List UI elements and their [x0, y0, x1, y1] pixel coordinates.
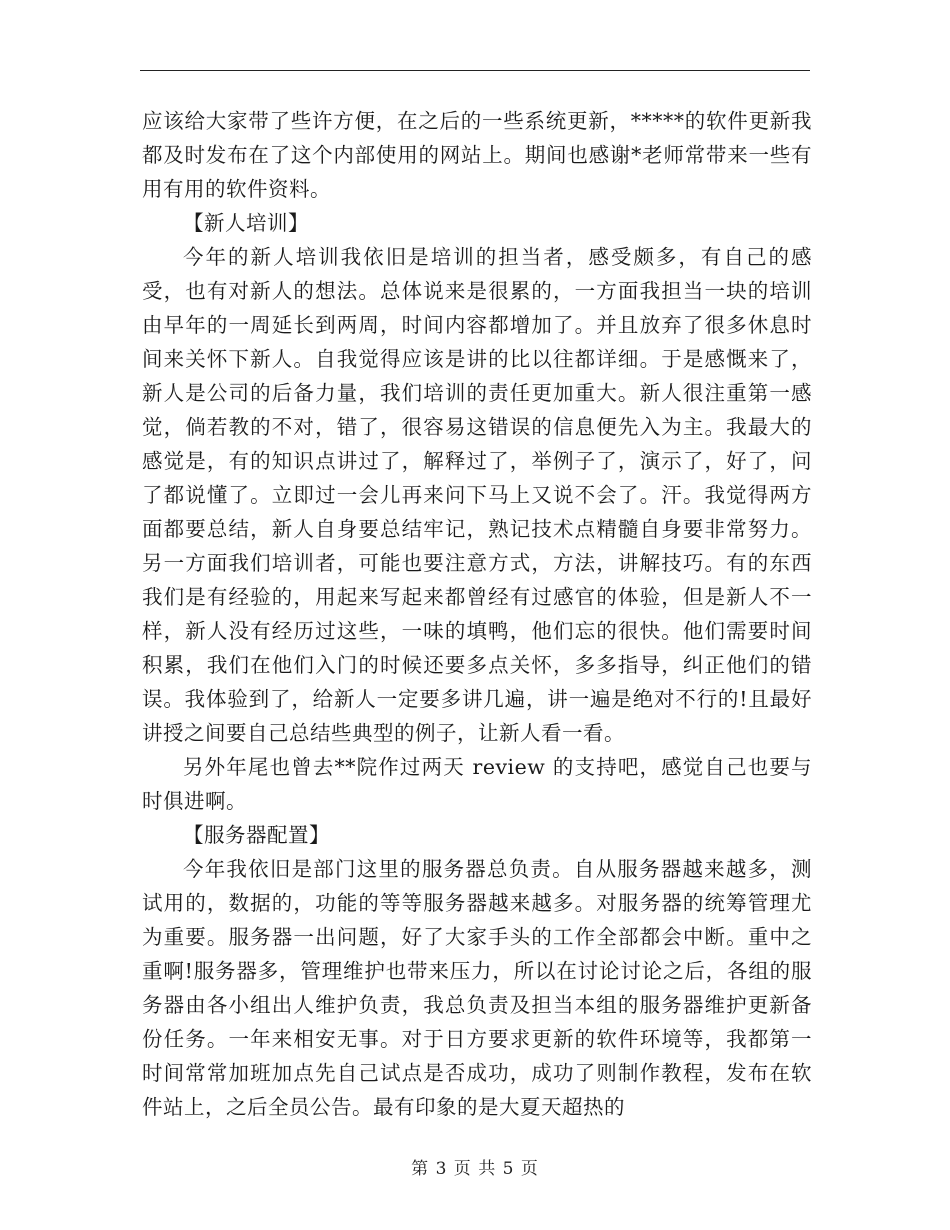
paragraph-server: 今年我依旧是部门这里的服务器总负责。自从服务器越来越多，测试用的，数据的，功能的等等服务器越来越多。对服务器的统筹管理尤为重要。服务器一出问题，好了大家手头的工作全部都会中断。重中之重啊!服务器多，管理维护也带来压力，所以在讨论讨论之后，各组的服务器由各小组出人维护负责，我总负责及担当本组的服务器维护更新备份任务。一年来相安无事。对于日方要求更新的软件环境等，我都第一时间常常加班加点先自己试点是否成功，成功了则制作教程，发布在软件站上，之后全员公告。最有印象的是大夏天超热的	[142, 857, 812, 1119]
header-rule	[140, 70, 810, 71]
section-heading-training: 【新人培训】	[183, 211, 309, 235]
page-number: 第 3 页 共 5 页	[411, 1159, 539, 1179]
paragraph-intro: 应该给大家带了些许方便，在之后的一些系统更新，*****的软件更新我都及时发布在了这个内部使用的网站上。期间也感谢*老师常带来一些有用有用的软件资料。	[142, 109, 812, 201]
section-heading-server: 【服务器配置】	[183, 823, 330, 847]
paragraph-training: 今年的新人培训我依旧是培训的担当者，感受颇多，有自己的感受，也有对新人的想法。总体说来是很累的，一方面我担当一块的培训由早年的一周延长到两周，时间内容都增加了。并且放弃了很多休息时间来关怀下新人。自我觉得应该是讲的比以往都详细。于是感慨来了，新人是公司的后备力量，我们培训的责任更加重大。新人很注重第一感觉，倘若教的不对，错了，很容易这错误的信息便先入为主。我最大的感觉是，有的知识点讲过了，解释过了，举例子了，演示了，好了，问了都说懂了。立即过一会儿再来问下马上又说不会了。汗。我觉得两方面都要总结，新人自身要总结牢记，熟记技术点精髓自身要非常努力。另一方面我们培训者，可能也要注意方式，方法，讲解技巧。有的东西我们是有经验的，用起来写起来都曾经有过感官的体验，但是新人不一样，新人没有经历过这些，一味的填鸭，他们忘的很快。他们需要时间积累，我们在他们入门的时候还要多点关怀，多多指导，纠正他们的错误。我体验到了，给新人一定要多讲几遍，讲一遍是绝对不行的!且最好讲授之间要自己总结些典型的例子，让新人看一看。	[142, 245, 812, 745]
document-body	[142, 104, 812, 1124]
paragraph-review: 另外年尾也曾去**院作过两天 review 的支持吧，感觉自己也要与时俱进啊。	[142, 755, 812, 813]
